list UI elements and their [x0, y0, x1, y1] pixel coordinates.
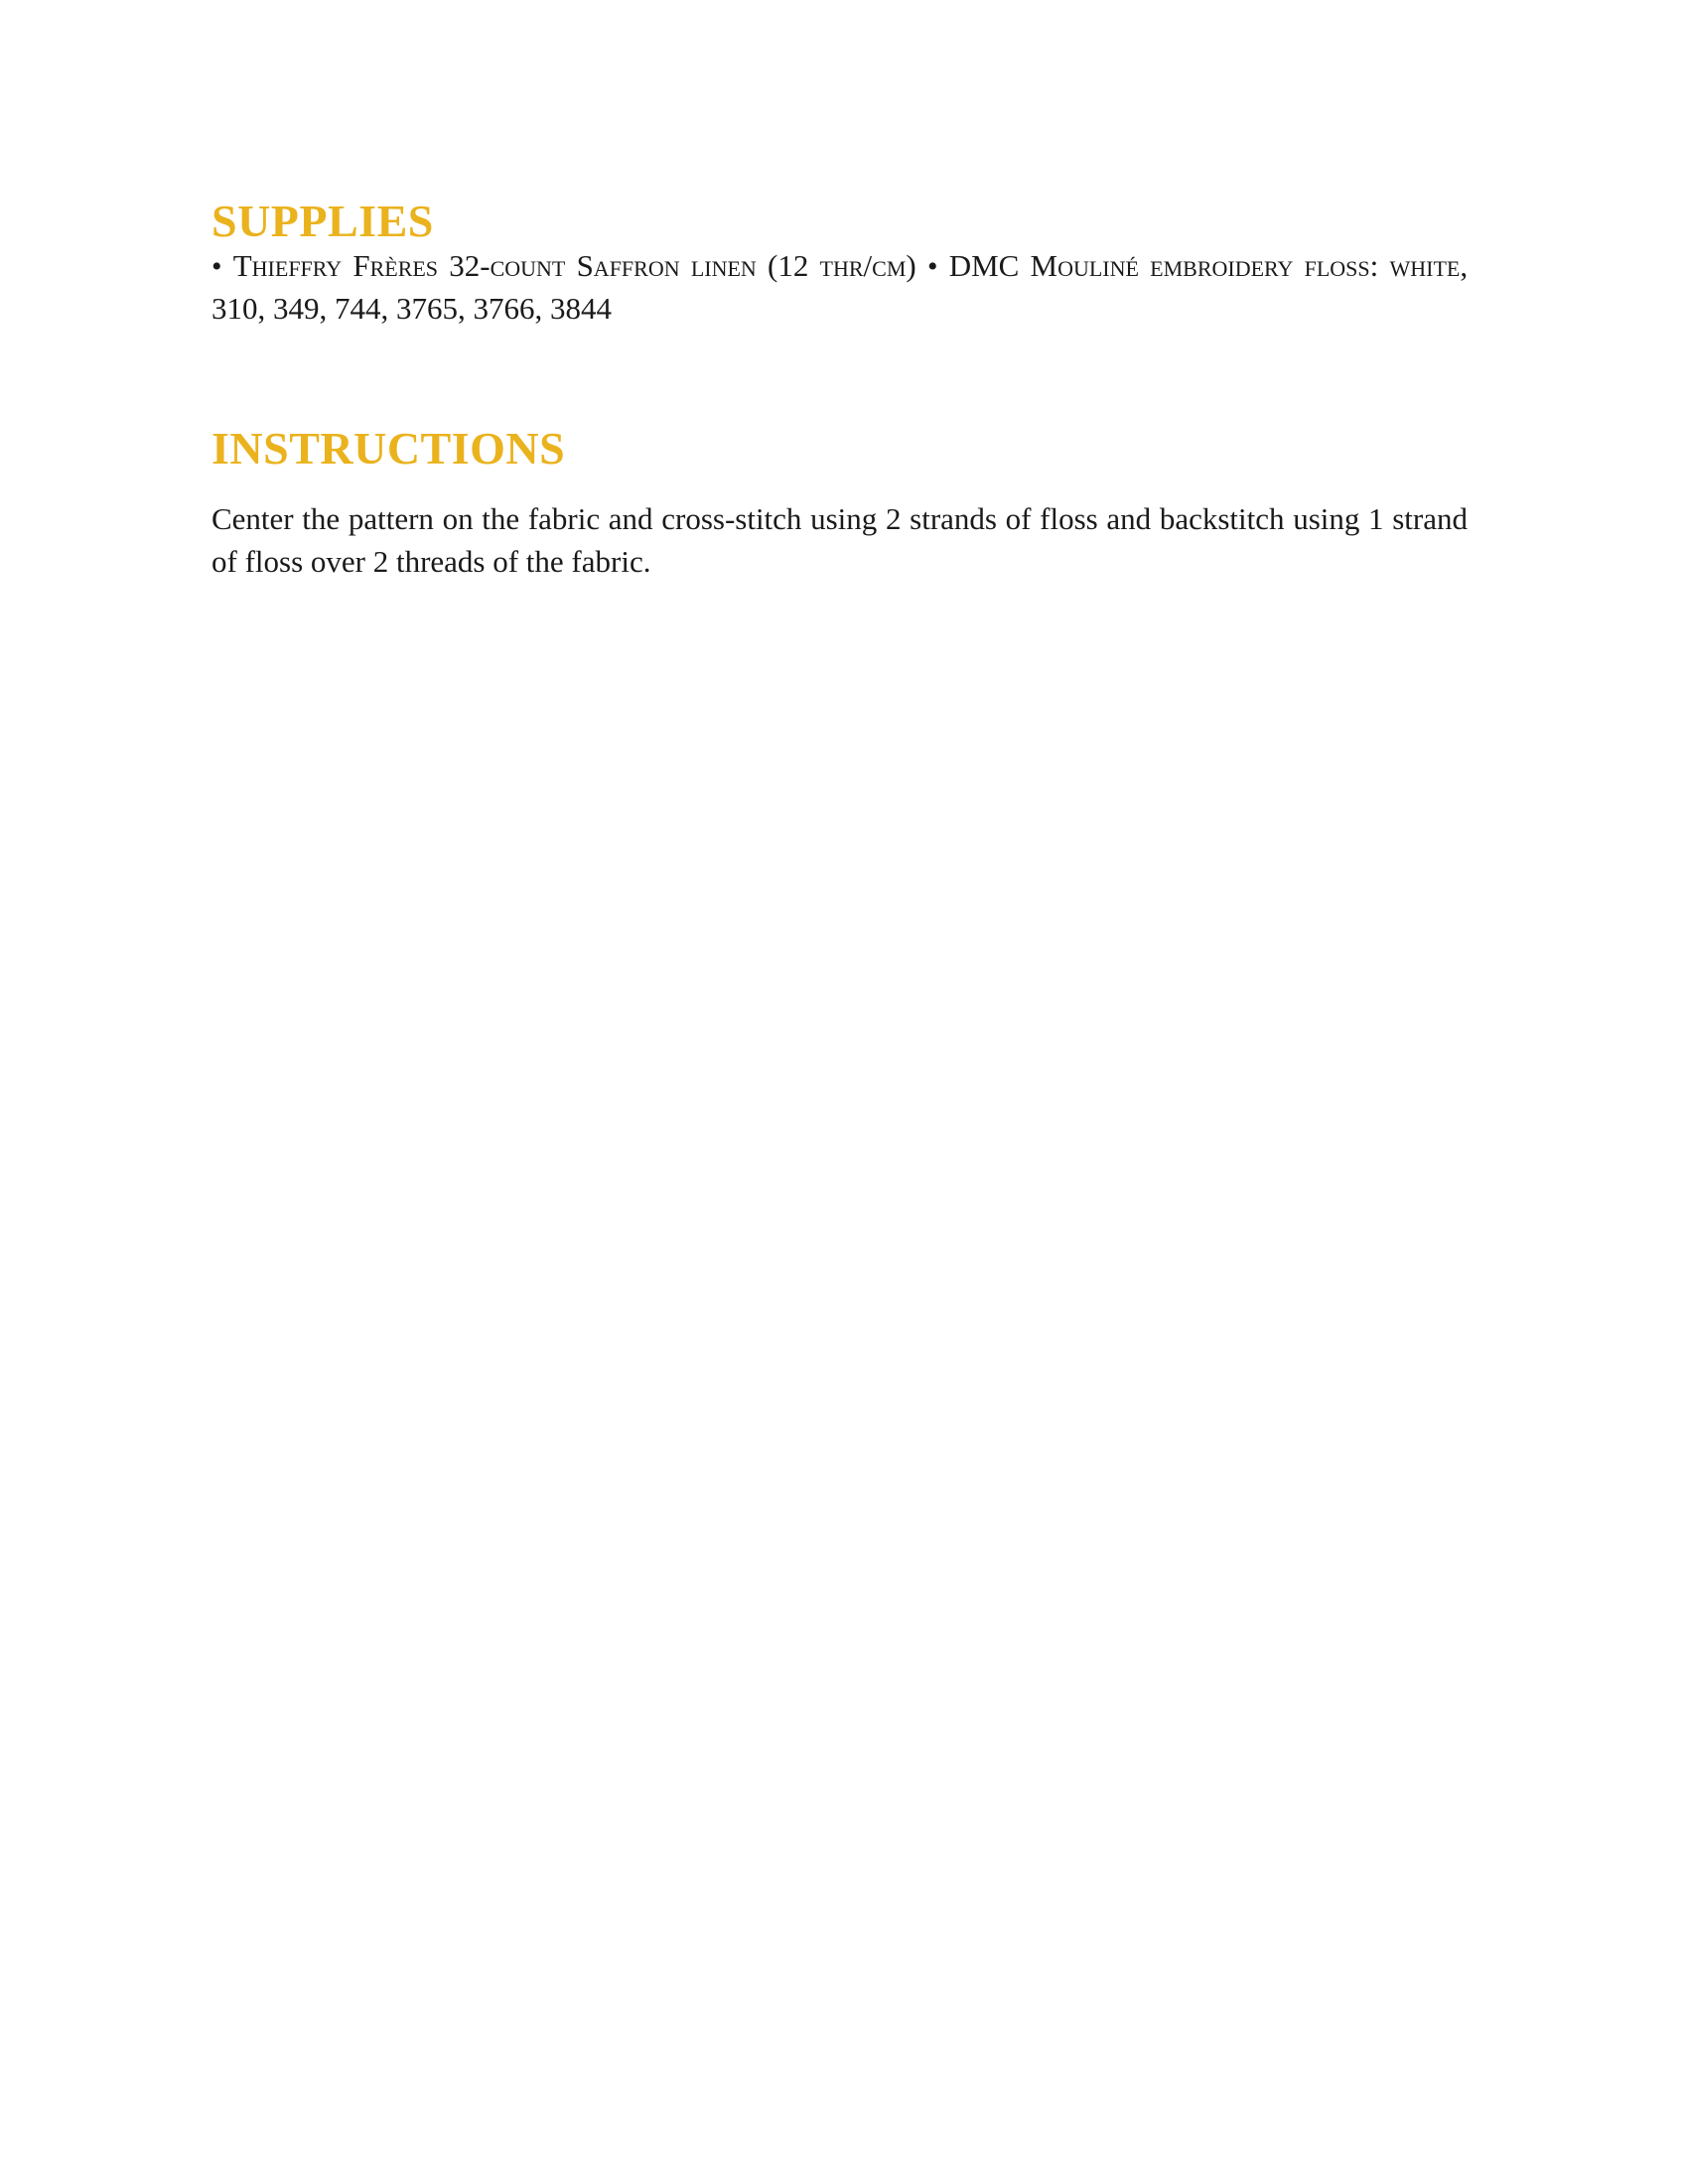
supplies-floss-colors: white, 310, 349, 744, 3765, 3766, 3844: [211, 248, 1469, 326]
supplies-density: (12 thr/cm): [768, 248, 916, 284]
supplies-heading: SUPPLIES: [211, 196, 434, 246]
bullet-icon-2: •: [926, 250, 938, 284]
supplies-brand-2: DMC Mouliné: [948, 248, 1139, 284]
supplies-section: [211, 198, 1482, 330]
supplies-brand-1: Thieffry Frères: [232, 248, 439, 284]
instructions-heading: INSTRUCTIONS: [211, 422, 566, 474]
instructions-section: [211, 422, 1482, 584]
supplies-floss-label: embroidery floss:: [1150, 248, 1379, 284]
bullet-icon-1: •: [211, 250, 222, 284]
supplies-fabric: 32-count Saffron linen: [449, 248, 757, 284]
instructions-body: Center the pattern on the fabric and cross-stitch using 2 strands of floss and backstitch using 1 strand of floss over 2 threads of the fabric.: [211, 500, 1468, 579]
document-content: [211, 174, 1482, 583]
supplies-list: [211, 245, 1468, 329]
